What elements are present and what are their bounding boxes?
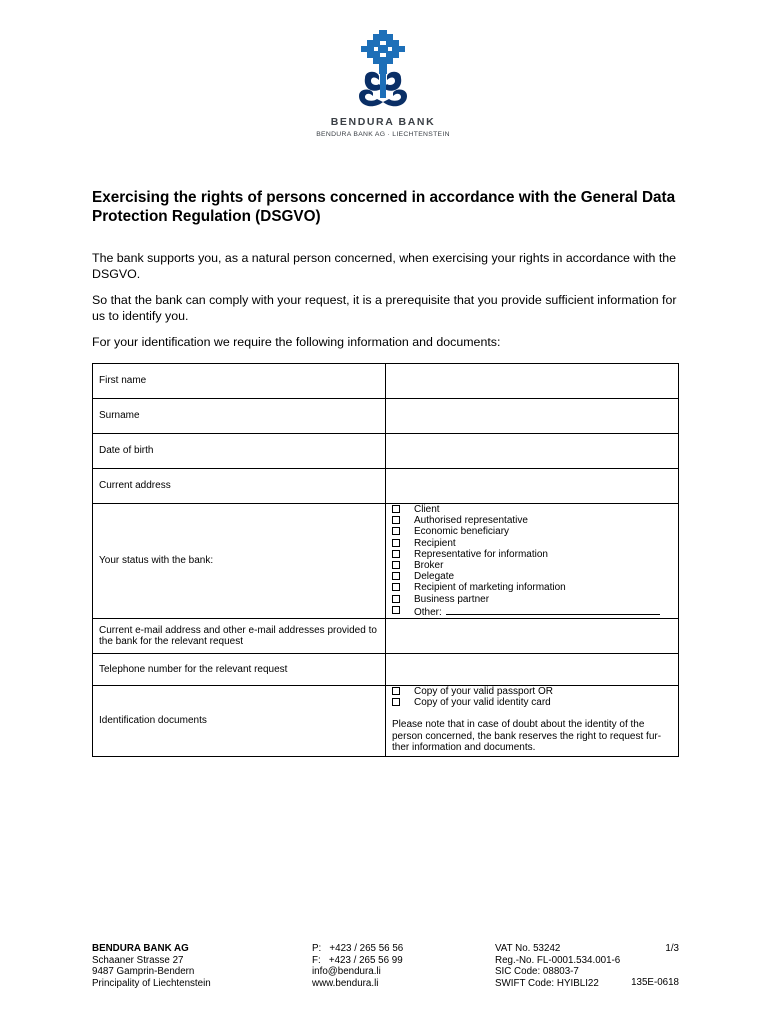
identification-options-list xyxy=(392,686,672,708)
footer-reg-no: Reg.-No. FL-0001.534.001-6 xyxy=(495,954,621,966)
bendura-emblem-icon xyxy=(351,30,415,110)
form-row-identification xyxy=(93,686,679,757)
checkbox-icon[interactable] xyxy=(392,572,400,580)
status-option-broker[interactable]: Broker xyxy=(392,560,672,571)
checkbox-icon[interactable] xyxy=(392,687,400,695)
form-code: 135E-0618 xyxy=(631,977,679,988)
identification-paragraph: For your identification we require the following information and documents: xyxy=(92,335,501,349)
phone-field[interactable] xyxy=(386,654,679,686)
surname-field[interactable] xyxy=(386,399,679,434)
checkbox-icon[interactable] xyxy=(392,595,400,603)
status-option-recipient[interactable]: Recipient xyxy=(392,538,672,549)
form-row-email xyxy=(93,619,679,654)
form-row-address xyxy=(93,469,679,504)
surname-label: Surname xyxy=(93,399,386,434)
bank-subtitle: BENDURA BANK AG · LIECHTENSTEIN xyxy=(316,131,450,138)
footer-registration xyxy=(495,943,625,989)
intro-paragraph: The bank supports you, as a natural person concerned, when exercising your rights in accordance with the DSGVO. xyxy=(92,251,677,281)
footer-street: Schaaner Strasse 27 xyxy=(92,954,184,966)
status-option-delegate[interactable]: Delegate xyxy=(392,571,672,582)
identification-form xyxy=(92,363,679,757)
date-of-birth-field[interactable] xyxy=(386,434,679,469)
email-field[interactable] xyxy=(386,619,679,654)
footer-address xyxy=(92,943,292,989)
status-label: Your status with the bank: xyxy=(93,504,386,619)
first-name-label: First name xyxy=(93,364,386,399)
identification-note: Please note that in case of doubt about the identity of the person concerned, the bank reserves the right to request fur-ther information and documents. xyxy=(392,719,662,753)
date-of-birth-label: Date of birth xyxy=(93,434,386,469)
footer-swift: SWIFT Code: HYIBLI22 xyxy=(495,977,599,989)
status-option-client[interactable]: Client xyxy=(392,504,672,515)
footer-city: 9487 Gamprin-Bendern xyxy=(92,966,195,977)
footer-website-link[interactable]: www.bendura.li xyxy=(312,977,379,989)
current-address-field[interactable] xyxy=(386,469,679,504)
checkbox-icon[interactable] xyxy=(392,539,400,547)
status-option-other[interactable]: Other: xyxy=(392,605,672,618)
checkbox-icon[interactable] xyxy=(392,527,400,535)
checkbox-icon[interactable] xyxy=(392,698,400,706)
id-option-passport[interactable]: Copy of your valid passport OR xyxy=(392,686,672,697)
footer-sic: SIC Code: 08803-7 xyxy=(495,966,579,977)
footer-email-link[interactable]: info@bendura.li xyxy=(312,966,381,977)
checkbox-icon[interactable] xyxy=(392,516,400,524)
form-row-dob xyxy=(93,434,679,469)
footer-vat: VAT No. 53242 xyxy=(495,943,561,954)
page-number: 1/3 xyxy=(665,943,679,954)
first-name-field[interactable] xyxy=(386,364,679,399)
bank-name: BENDURA BANK xyxy=(330,116,436,128)
document-title: Exercising the rights of persons concerned in accordance with the General Data Protection Regulation (DSGVO) xyxy=(92,189,676,225)
status-options-list xyxy=(392,504,672,618)
id-option-identity-card[interactable]: Copy of your valid identity card xyxy=(392,697,672,708)
footer-contact xyxy=(312,943,482,989)
form-row-phone xyxy=(93,654,679,686)
identification-documents-label: Identification documents xyxy=(93,686,386,757)
checkbox-icon[interactable] xyxy=(392,583,400,591)
checkbox-icon[interactable] xyxy=(392,550,400,558)
identification-options-cell xyxy=(386,686,679,757)
status-options-cell xyxy=(386,504,679,619)
status-option-representative-for-information[interactable]: Representative for information xyxy=(392,549,672,560)
form-row-status xyxy=(93,504,679,619)
status-option-authorised-representative[interactable]: Authorised representative xyxy=(392,515,672,526)
checkbox-icon[interactable] xyxy=(392,606,400,614)
checkbox-icon[interactable] xyxy=(392,505,400,513)
form-row-surname xyxy=(93,399,679,434)
other-fill-line[interactable] xyxy=(446,605,660,615)
footer-fax: F: +423 / 265 56 99 xyxy=(312,954,403,966)
checkbox-icon[interactable] xyxy=(392,561,400,569)
status-option-business-partner[interactable]: Business partner xyxy=(392,594,672,605)
requirement-paragraph: So that the bank can comply with your request, it is a prerequisite that you provide sufficient information for us to identify you. xyxy=(92,293,677,323)
current-address-label: Current address xyxy=(93,469,386,504)
footer-country: Principality of Liechtenstein xyxy=(92,977,211,989)
form-row-first-name xyxy=(93,364,679,399)
footer-phone: P: +423 / 265 56 56 xyxy=(312,943,404,954)
status-option-economic-beneficiary[interactable]: Economic beneficiary xyxy=(392,526,672,537)
phone-label: Telephone number for the relevant request xyxy=(93,654,386,686)
bank-logo xyxy=(313,30,453,145)
status-option-recipient-of-marketing[interactable]: Recipient of marketing information xyxy=(392,582,672,593)
footer-company-name: BENDURA BANK AG xyxy=(92,943,189,954)
email-label: Current e-mail address and other e-mail addresses provided to the bank for the relevant request xyxy=(93,619,386,654)
